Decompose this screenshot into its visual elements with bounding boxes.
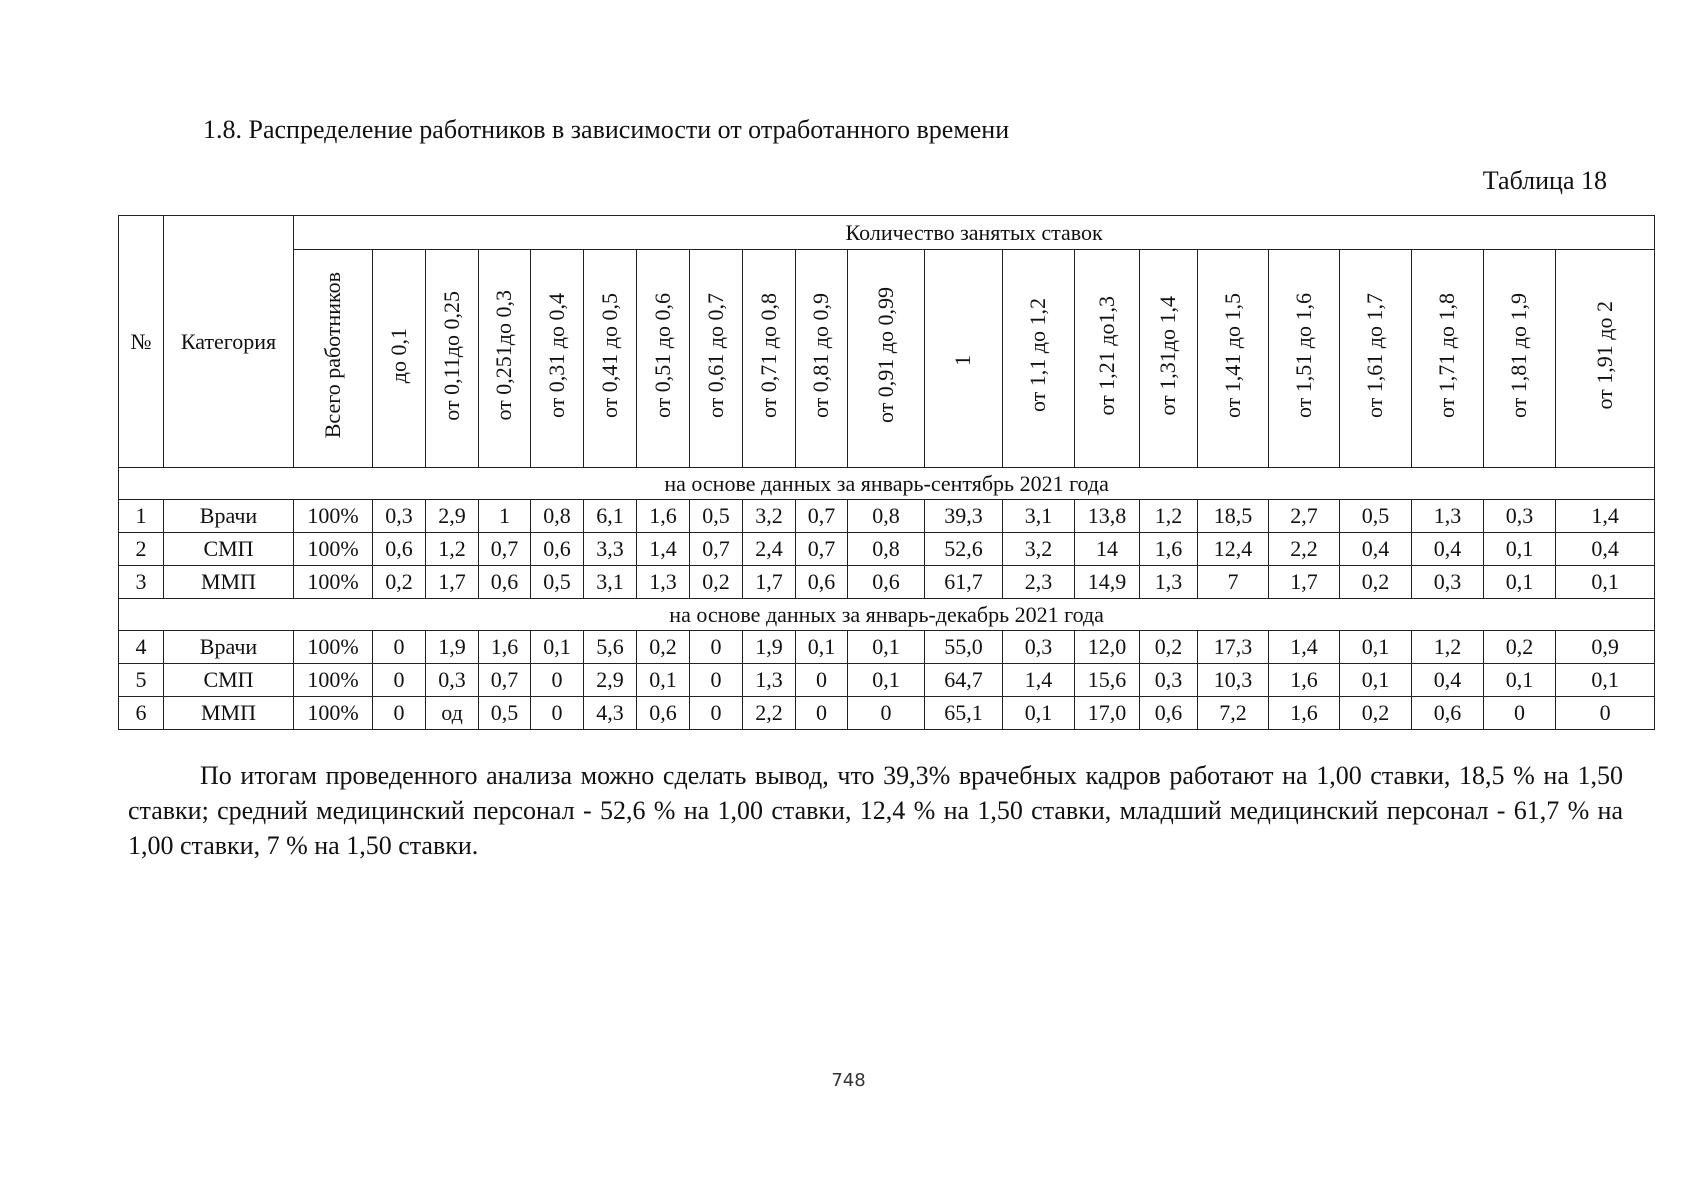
table-row [119,566,1655,599]
header-range: от 0,91 до 0,99 [848,250,925,468]
cell-value: 0,5 [479,697,531,730]
header-range: от 0,71 до 0,8 [743,250,796,468]
cell-value: 0 [373,697,426,730]
table-body [119,468,1655,730]
cell-value: 0,4 [1412,664,1484,697]
cell-value: 0 [373,664,426,697]
cell-value: 0,2 [373,566,426,599]
cell-value: 1,4 [637,533,690,566]
table-row [119,631,1655,664]
cell-value: 0,7 [479,664,531,697]
cell-value: 2,7 [1269,500,1340,533]
cell-value: 4,3 [584,697,637,730]
cell-value: 52,6 [925,533,1003,566]
cell-value: 1,9 [743,631,796,664]
cell-value: 1,6 [1269,697,1340,730]
cell-number: 5 [119,664,164,697]
cell-value: 64,7 [925,664,1003,697]
cell-value: 0 [690,631,743,664]
cell-total: 100% [294,631,373,664]
cell-value: 0,1 [637,664,690,697]
cell-value: 0,1 [1484,664,1556,697]
cell-value: 1,6 [1140,533,1198,566]
cell-value: 0,6 [373,533,426,566]
cell-value: 5,6 [584,631,637,664]
cell-value: 18,5 [1198,500,1269,533]
cell-value: 0,2 [637,631,690,664]
header-range: до 0,1 [373,250,426,468]
header-range: 1 [925,250,1003,468]
section-heading: 1.8. Распределение работников в зависимости от отработанного времени [203,115,1010,144]
cell-value: 17,0 [1075,697,1140,730]
cell-value: 1,4 [1003,664,1075,697]
cell-value: 0,6 [637,697,690,730]
cell-value: 1,2 [1140,500,1198,533]
section-title: на основе данных за январь-сентябрь 2021 года [119,468,1655,500]
cell-value: 0,1 [1340,664,1412,697]
cell-value: 1,2 [1412,631,1484,664]
header-range: от 0,81 до 0,9 [796,250,848,468]
conclusion-paragraph: По итогам проведенного анализа можно сделать вывод, что 39,3% врачебных кадров работают на 1,00 ставки, 18,5 % на 1,50 ставки; средний медицинский персонал - 52,6 % на 1,00 ставки, 12,4 % на 1,50 ставки, младший медицинский персонал - 61,7 % на 1,00 ставки, 7 % на 1,50 ставки. [128,761,1623,860]
cell-number: 4 [119,631,164,664]
header-range: от 1,1 до 1,2 [1003,250,1075,468]
cell-total: 100% [294,566,373,599]
cell-value: 3,1 [584,566,637,599]
cell-value: 0,1 [848,664,925,697]
cell-value: 0,7 [690,533,743,566]
cell-value: 0,8 [848,500,925,533]
section-row [119,468,1655,500]
cell-value: 0,1 [1484,566,1556,599]
table-row [119,664,1655,697]
header-range: от 1,61 до 1,7 [1340,250,1412,468]
cell-value: 2,2 [1269,533,1340,566]
cell-value: 0,5 [690,500,743,533]
header-number: № [119,216,164,468]
cell-value: 0,9 [1556,631,1655,664]
cell-value: 0,4 [1556,533,1655,566]
cell-value: 0,1 [1484,533,1556,566]
cell-value: 2,9 [426,500,479,533]
cell-value: 0 [848,697,925,730]
cell-value: 2,4 [743,533,796,566]
cell-value: 1,7 [743,566,796,599]
cell-value: 0 [1556,697,1655,730]
header-range: от 0,251до 0,3 [479,250,531,468]
cell-value: 0,6 [848,566,925,599]
cell-value: 6,1 [584,500,637,533]
header-range: от 0,31 до 0,4 [531,250,584,468]
cell-value: 0,2 [1340,566,1412,599]
cell-total: 100% [294,664,373,697]
cell-value: 0,6 [531,533,584,566]
cell-value: 1,3 [1412,500,1484,533]
cell-value: 0,3 [1003,631,1075,664]
cell-value: 0,3 [1140,664,1198,697]
cell-value: 15,6 [1075,664,1140,697]
cell-value: 0,3 [1412,566,1484,599]
distribution-table [118,215,1655,730]
cell-category: СМП [164,664,294,697]
cell-number: 2 [119,533,164,566]
cell-value: 0,7 [796,500,848,533]
cell-value: 14,9 [1075,566,1140,599]
header-range: от 1,71 до 1,8 [1412,250,1484,468]
table-row [119,533,1655,566]
cell-value: 1,6 [479,631,531,664]
cell-total: 100% [294,533,373,566]
cell-value: 0,1 [1003,697,1075,730]
cell-value: 0 [796,664,848,697]
cell-value: 0,6 [1412,697,1484,730]
cell-value: 1,3 [1140,566,1198,599]
cell-value: 0,8 [848,533,925,566]
cell-value: 0,4 [1340,533,1412,566]
cell-value: 0,2 [690,566,743,599]
cell-value: 0,1 [848,631,925,664]
cell-value: 0,1 [1556,664,1655,697]
header-total: Всего работников [294,250,373,468]
cell-value: 3,1 [1003,500,1075,533]
cell-value: 17,3 [1198,631,1269,664]
cell-value: 0,1 [1556,566,1655,599]
cell-value: 55,0 [925,631,1003,664]
cell-value: 0,3 [426,664,479,697]
header-range: от 1,21 до1,3 [1075,250,1140,468]
cell-value: 3,3 [584,533,637,566]
cell-value: 1,6 [637,500,690,533]
cell-value: 14 [1075,533,1140,566]
cell-value: 0 [531,664,584,697]
cell-total: 100% [294,500,373,533]
cell-value: 1,3 [637,566,690,599]
table-row [119,500,1655,533]
cell-number: 3 [119,566,164,599]
cell-value: 0,1 [531,631,584,664]
cell-value: 0,7 [796,533,848,566]
cell-value: 12,0 [1075,631,1140,664]
header-range: от 1,31до 1,4 [1140,250,1198,468]
cell-value: 2,2 [743,697,796,730]
cell-value: 0 [1484,697,1556,730]
cell-value: 0,5 [531,566,584,599]
cell-value: 10,3 [1198,664,1269,697]
cell-number: 1 [119,500,164,533]
cell-value: 2,9 [584,664,637,697]
cell-value: 7,2 [1198,697,1269,730]
cell-value: 0 [373,631,426,664]
header-group: Количество занятых ставок [294,216,1655,250]
header-range: от 0,11до 0,25 [426,250,479,468]
cell-value: 0,1 [796,631,848,664]
cell-value: 1,7 [426,566,479,599]
cell-value: 0,2 [1340,697,1412,730]
cell-value: од [426,697,479,730]
cell-value: 0,4 [1412,533,1484,566]
cell-value: 0,6 [1140,697,1198,730]
header-range: от 1,41 до 1,5 [1198,250,1269,468]
cell-category: Врачи [164,500,294,533]
cell-value: 1,3 [743,664,796,697]
cell-value: 0 [690,697,743,730]
cell-value: 0 [690,664,743,697]
cell-value: 0 [796,697,848,730]
header-range: от 0,41 до 0,5 [584,250,637,468]
cell-value: 1 [479,500,531,533]
cell-value: 0,7 [479,533,531,566]
cell-value: 0,8 [531,500,584,533]
table-label: Таблица 18 [1482,166,1607,195]
cell-total: 100% [294,697,373,730]
header-range: от 1,81 до 1,9 [1484,250,1556,468]
cell-category: СМП [164,533,294,566]
cell-value: 13,8 [1075,500,1140,533]
header-range: от 1,51 до 1,6 [1269,250,1340,468]
header-range: от 0,51 до 0,6 [637,250,690,468]
cell-value: 0 [531,697,584,730]
cell-value: 39,3 [925,500,1003,533]
cell-value: 1,6 [1269,664,1340,697]
cell-value: 0,2 [1484,631,1556,664]
table-row [119,697,1655,730]
cell-value: 7 [1198,566,1269,599]
cell-value: 0,3 [1484,500,1556,533]
cell-category: ММП [164,697,294,730]
section-title: на основе данных за январь-декабрь 2021 года [119,599,1655,631]
cell-value: 1,9 [426,631,479,664]
header-range: от 0,61 до 0,7 [690,250,743,468]
cell-value: 2,3 [1003,566,1075,599]
cell-value: 0,1 [1340,631,1412,664]
cell-value: 1,7 [1269,566,1340,599]
cell-value: 12,4 [1198,533,1269,566]
cell-value: 1,2 [426,533,479,566]
cell-number: 6 [119,697,164,730]
page-number: 748 [831,1070,866,1091]
cell-value: 1,4 [1556,500,1655,533]
cell-value: 0,2 [1140,631,1198,664]
cell-category: Врачи [164,631,294,664]
cell-value: 61,7 [925,566,1003,599]
header-category: Категория [164,216,294,468]
cell-value: 0,3 [373,500,426,533]
cell-value: 0,6 [479,566,531,599]
cell-value: 3,2 [1003,533,1075,566]
cell-value: 3,2 [743,500,796,533]
cell-value: 0,5 [1340,500,1412,533]
header-range: от 1,91 до 2 [1556,250,1655,468]
cell-value: 1,4 [1269,631,1340,664]
section-row [119,599,1655,631]
cell-category: ММП [164,566,294,599]
cell-value: 0,6 [796,566,848,599]
cell-value: 65,1 [925,697,1003,730]
